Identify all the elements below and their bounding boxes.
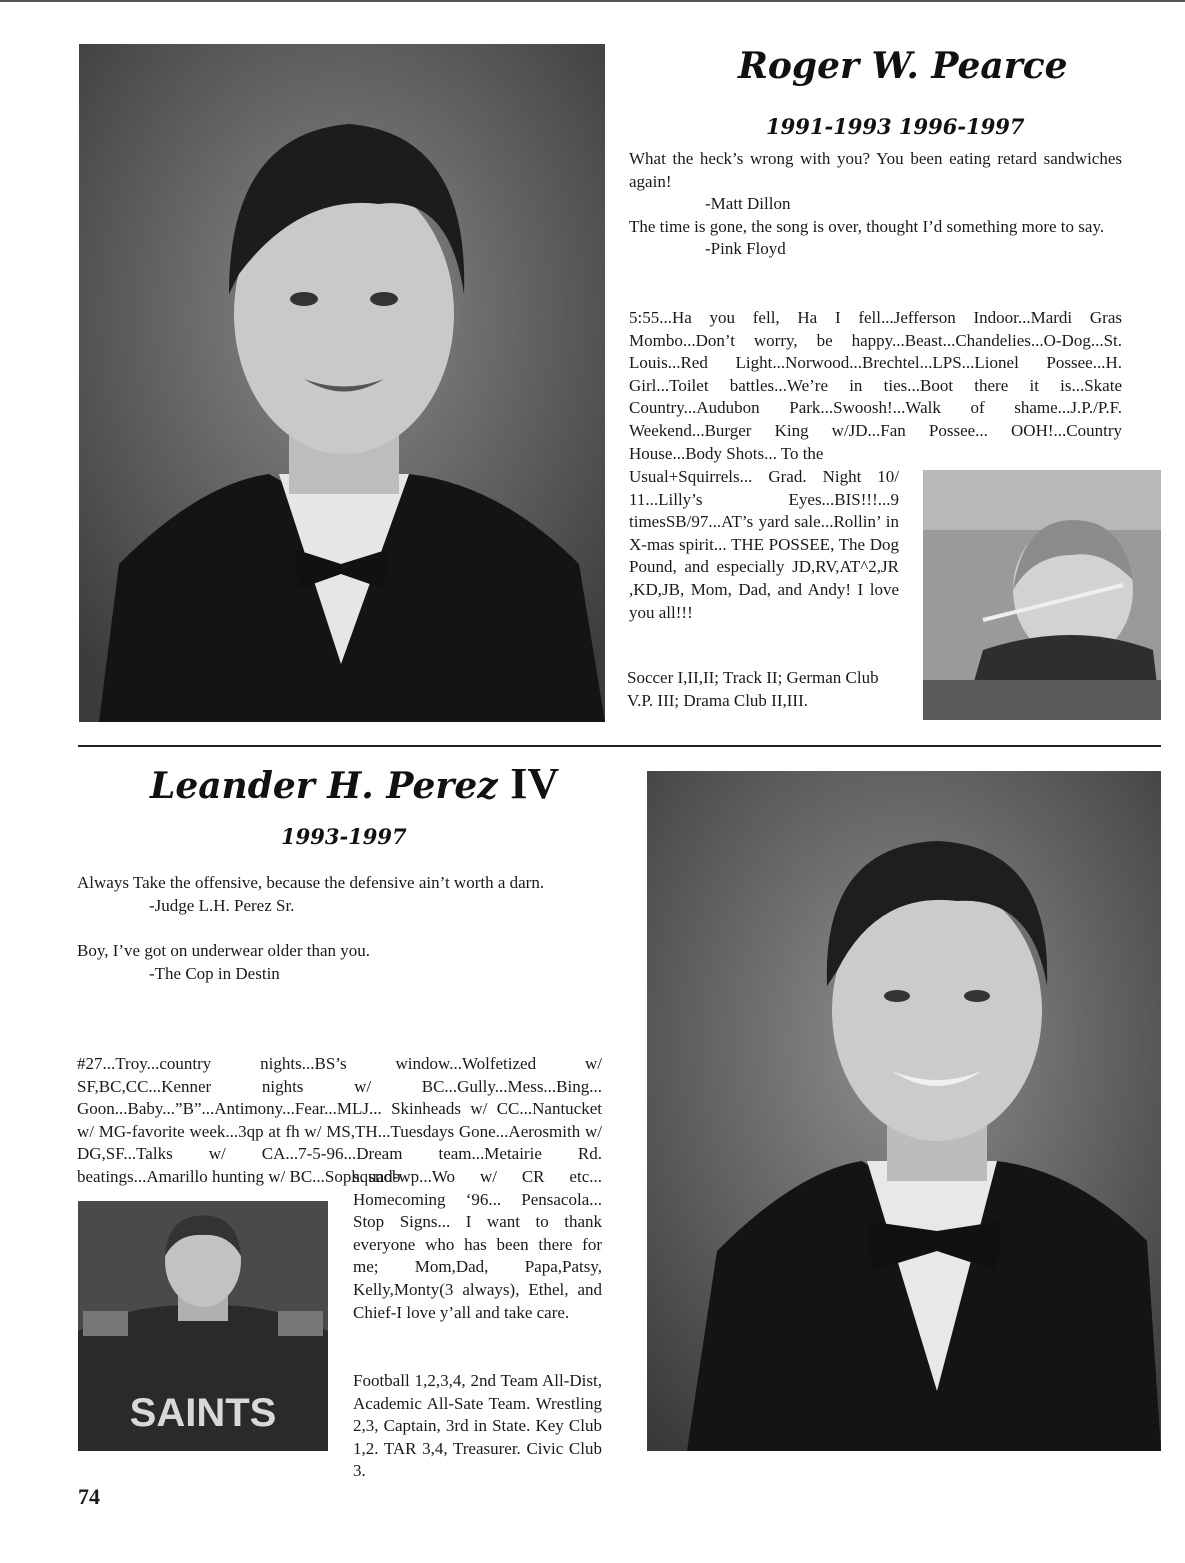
perez-name-suffix: IV [510,759,560,808]
perez-jersey-text: SAINTS [129,1391,277,1435]
perez-memories: #27...Troy...country nights...BS’s window...Wolfetized w/ SF,BC,CC...Kenner nights w/ BC...Gully...Mess...Bing... Goon...Baby...”B”...Antimony...Fear...MLJ... Skinheads w/ CC...Nantucket w/ MG-favorite week...3qp at fh w/ MS,TH...Tuesdays Gone...Aerosmith w/ DG,SF...Talks w/ CA...7-5-96...Dream team...Metairie Rd. beatings...Amarillo hunting w/ BC...Soph. snob [77,1054,602,1186]
perez-football-photo [78,1201,328,1451]
perez-portrait-photo [647,771,1161,1451]
perez-quotes [77,872,607,985]
pearce-memories: 5:55...Ha you fell, Ha I fell...Jefferson Indoor...Mardi Gras Mombo...Don’t worry, be happy...Beast...Chandelies...O-Dog...St. Louis...Red Light...Norwood...Brechtel...LPS...Lionel Possee...H. Girl...Toilet battles...We’re in ties...Boot there it is...Skate Country...Audubon Park...Swoosh!...Walk of shame...J.P./P.F. Weekend...Burger King w/JD...Fan Possee... OOH!...Country House...Body Shots... To the [629,308,1122,463]
pearce-years: 1991-1993 1996-1997 [766,114,1025,139]
pearce-quote-2: The time is gone, the song is over, thought I’d something more to say. [629,216,1105,236]
pearce-portrait-photo [79,44,605,722]
section-divider [78,745,1161,747]
perez-name [150,758,559,809]
perez-memories-continued: squad-wp...Wo w/ CR etc... Homecoming ‘96... Pensacola... Stop Signs... I want to thank everyone who has been there for me; Mom,Dad, Papa,Patsy, Kelly,Monty(3 always), Ethel, and Chief-I love y’all and take care. [353,1167,602,1322]
perez-name-script: Leander H. Perez [150,765,498,807]
pearce-name: Roger W. Pearce [738,45,1068,87]
perez-quote-1: Always Take the offensive, because the defensive ain’t worth a darn. [77,873,545,892]
pearce-quotes [629,148,1122,261]
perez-quote-2: Boy, I’ve got on underwear older than you. [77,941,371,961]
perez-years: 1993-1997 [281,824,407,849]
pearce-quote-1-attribution: -Matt Dillon [705,194,791,214]
pearce-baby-photo [923,470,1161,720]
pearce-quote-2-attribution: -Pink Floyd [705,239,786,259]
perez-quote-1-attribution: -Judge L.H. Perez Sr. [149,895,295,915]
perez-activities: Football 1,2,3,4, 2nd Team All-Dist, Academic All-Sate Team. Wrestling 2,3, Captain, 3rd in State. Key Club 1,2. TAR 3,4, Treasurer. Civic Club 3. [353,1371,602,1481]
top-rule [0,0,1185,2]
pearce-memories-continued: Usual+Squirrels... Grad. Night 10/ 11...Lilly’s Eyes...BIS!!!...9 timesSB/97...AT’s yard sale...Rollin’ in X-mas spirit... THE POSSEE, The Dog Pound, and especially JD,RV,AT^2,JR ,KD,JB, Mom, Dad, and Andy! I love you all!!! [629,467,899,622]
pearce-activities: Soccer I,II,II; Track II; German Club V.P. III; Drama Club II,III. [627,668,879,710]
perez-quote-2-attribution: -The Cop in Destin [149,963,280,983]
pearce-quote-1: What the heck’s wrong with you? You been eating retard sandwiches again! [629,149,1122,191]
page-number: 74 [78,1484,100,1509]
